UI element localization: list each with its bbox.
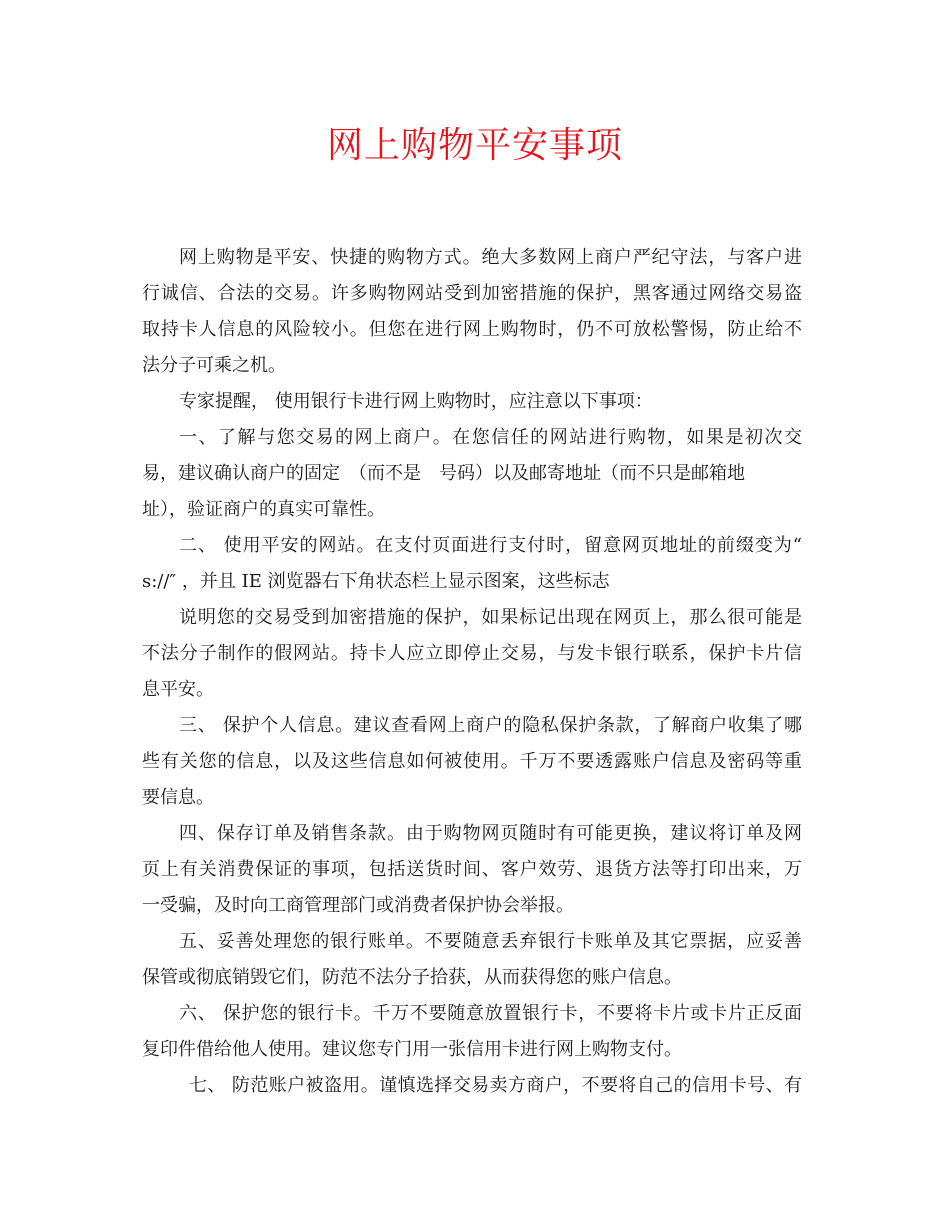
text-line: 网上购物是平安、快捷的购物方式。绝大多数网上商户严纪守法，与客户进 [179, 247, 802, 268]
page-title: 网上购物平安事项 [326, 125, 623, 166]
text-line: 三、 保护个人信息。建议查看网上商户的隐私保护条款，了解商户收集了哪 [179, 715, 802, 736]
text-line: 复印件借给他人使用。建议您专门用一张信用卡进行网上购物支付。 [142, 1039, 682, 1060]
paragraph-item-2-continued [142, 600, 802, 708]
paragraph-item-5 [142, 924, 802, 996]
text-line: 二、 使用平安的网站。在支付页面进行支付时，留意网页地址的前缀变为“ [179, 535, 802, 556]
document-body [142, 240, 802, 1104]
text-line: 四、保存订单及销售条款。由于购物网页随时有可能更换，建议将订单及网 [179, 823, 802, 844]
text-line: 要信息。 [142, 787, 214, 808]
text-line: 些有关您的信息，以及这些信息如何被使用。千万不要透露账户信息及密码等重 [142, 751, 802, 772]
text-line: 专家提醒， 使用银行卡进行网上购物时，应注意以下事项： [179, 391, 653, 412]
text-line: 不法分子制作的假网站。持卡人应立即停止交易，与发卡银行联系，保护卡片信 [142, 643, 802, 664]
text-line: 六、 保护您的银行卡。千万不要随意放置银行卡，不要将卡片或卡片正反面 [179, 1003, 802, 1024]
paragraph-item-1 [142, 420, 802, 528]
text-line: 保管或彻底销毁它们，防范不法分子拾获，从而获得您的账户信息。 [142, 967, 682, 988]
text-line: 易，建议确认商户的固定 （而不是 号码）以及邮寄地址（而不只是邮箱地 [142, 463, 745, 484]
text-line: 一受骗，及时向工商管理部门或消费者保护协会举报。 [142, 895, 574, 916]
text-line: 页上有关消费保证的事项，包括送货时间、客户效劳、退货方法等打印出来，万 [142, 859, 802, 880]
text-line: 说明您的交易受到加密措施的保护，如果标记出现在网页上，那么很可能是 [179, 607, 802, 628]
text-line: 行诚信、合法的交易。许多购物网站受到加密措施的保护，黑客通过网络交易盗 [142, 283, 802, 304]
text-line: 息平安。 [142, 679, 214, 700]
paragraph-item-2 [142, 528, 802, 600]
text-line: 址），验证商户的真实可靠性。 [142, 499, 385, 520]
text-line: s://″ ，并且 IE 浏览器右下角状态栏上显示图案，这些标志 [142, 571, 610, 592]
paragraph-expert-tip [142, 384, 802, 420]
paragraph-item-6 [142, 996, 802, 1068]
text-line: 一、了解与您交易的网上商户。在您信任的网站进行购物，如果是初次交 [179, 427, 802, 448]
text-line: 法分子可乘之机。 [142, 355, 286, 376]
text-line: 七、 防范账户被盗用。谨慎选择交易卖方商户，不要将自己的信用卡号、有 [189, 1075, 802, 1096]
paragraph-item-4 [142, 816, 802, 924]
text-line: 五、妥善处理您的银行账单。不要随意丢弃银行卡账单及其它票据，应妥善 [179, 931, 802, 952]
paragraph-intro [142, 240, 802, 384]
text-line: 取持卡人信息的风险较小。但您在进行网上购物时，仍不可放松警惕，防止给不 [142, 319, 802, 340]
paragraph-item-3 [142, 708, 802, 816]
paragraph-item-7 [142, 1068, 802, 1104]
